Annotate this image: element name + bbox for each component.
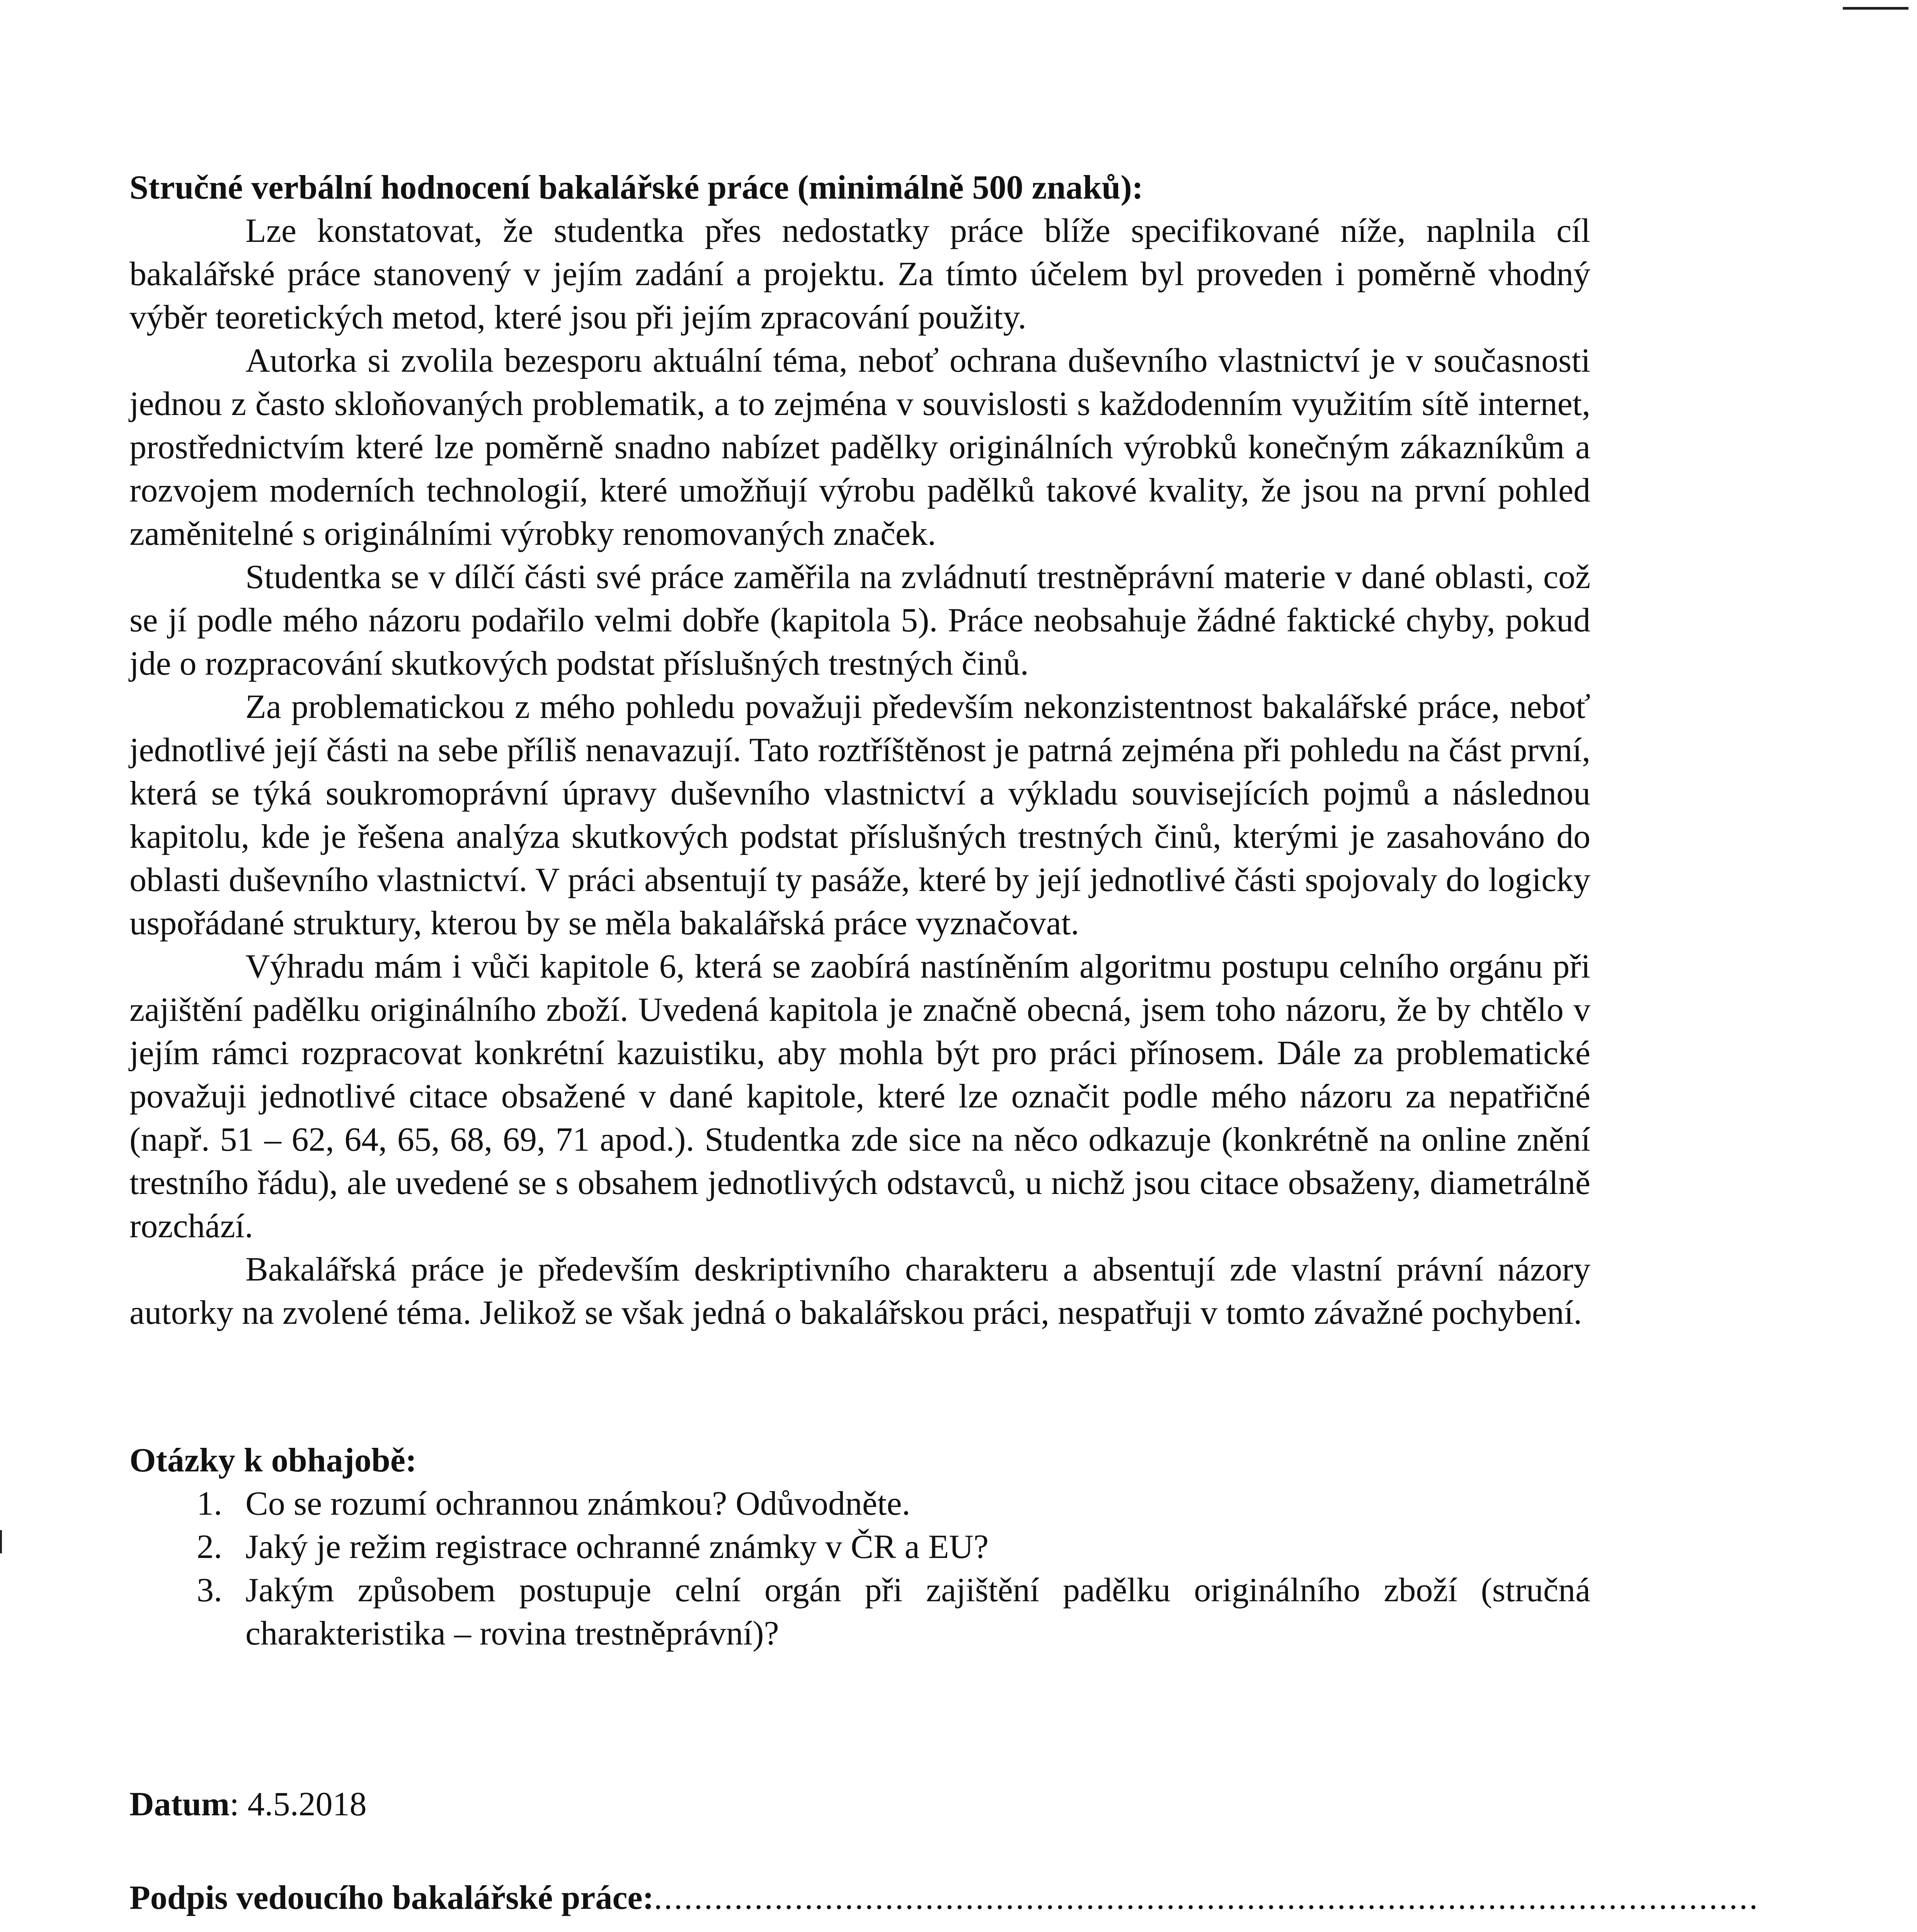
question-item <box>129 1526 1590 1569</box>
question-text: Co se rozumí ochrannou známkou? Odůvodněte. <box>245 1485 911 1522</box>
question-text: Jakým způsobem postupuje celní orgán při zajištění padělku originálního zboží (stručná charakteristika – rovina trestněprávní)? <box>245 1571 1590 1652</box>
date-line <box>129 1783 1590 1826</box>
question-item <box>129 1482 1590 1526</box>
question-number: 2. <box>197 1528 222 1566</box>
signature-label: Podpis vedoucího bakalářské práce: <box>129 1879 654 1917</box>
defense-questions-list <box>129 1482 1590 1655</box>
defense-questions-heading: Otázky k obhajobě: <box>129 1442 417 1479</box>
question-number: 1. <box>197 1485 222 1522</box>
assessment-paragraph: Autorka si zvolila bezesporu aktuální téma, neboť ochrana duševního vlastnictví je v současnosti jednou z často skloňovaných problematik, a to zejména v souvislosti s každodenním využitím sítě internet, prostřednictvím které lze poměrně snadno nabízet padělky originálních výrobků konečným zákazníkům a rozvojem moderních technologií, které umožňují výrobu padělků takové kvality, že jsou na první pohled zaměnitelné s originálními výrobky renomovaných značek. <box>129 342 1590 553</box>
question-number: 3. <box>197 1571 222 1609</box>
scan-edge-mark <box>0 1530 2 1553</box>
signature-line <box>129 1876 1759 1920</box>
question-text: Jaký je režim registrace ochranné známky v ČR a EU? <box>245 1528 989 1566</box>
assessment-paragraph: Studentka se v dílčí části své práce zaměřila na zvládnutí trestněprávní materie v dané oblasti, což se jí podle mého názoru podařilo velmi dobře (kapitola 5). Práce neobsahuje žádné faktické chyby, pokud jde o rozpracování skutkových podstat příslušných trestných činů. <box>129 558 1590 682</box>
date-label: Datum <box>129 1786 230 1823</box>
assessment-paragraph: Za problematickou z mého pohledu považuji především nekonzistentnost bakalářské práce, neboť jednotlivé její části na sebe příliš nenavazují. Tato roztříštěnost je patrná zejména při pohledu na část první, která se týká soukromoprávní úpravy duševního vlastnictví a výkladu souvisejících pojmů a následnou kapitolu, kde je řešena analýza skutkových podstat příslušných trestných činů, kterými je zasahováno do oblasti duševního vlastnictví. V práci absentují ty pasáže, které by její jednotlivé části spojovaly do logicky uspořádané struktury, kterou by se měla bakalářská práce vyznačovat. <box>129 688 1590 942</box>
verbal-assessment-heading: Stručné verbální hodnocení bakalářské práce (minimálně 500 znaků): <box>129 169 1143 206</box>
document-body <box>129 166 1759 1920</box>
question-item <box>129 1569 1590 1655</box>
scan-edge-mark <box>1843 7 1908 10</box>
assessment-paragraph: Výhradu mám i vůči kapitole 6, která se zaobírá nastíněním algoritmu postupu celního orgánu při zajištění padělku originálního zboží. Uvedená kapitola je značně obecná, jsem toho názoru, že by chtělo v jejím rámci rozpracovat konkrétní kazuistiku, aby mohla být pro práci přínosem. Dále za problematické považuji jednotlivé citace obsažené v dané kapitole, které lze označit podle mého názoru za nepatřičné (např. 51 – 62, 64, 65, 68, 69, 71 apod.). Studentka zde sice na něco odkazuje (konkrétně na online znění trestního řádu), ale uvedené se s obsahem jednotlivých odstavců, u nichž jsou citace obsaženy, diametrálně rozchází. <box>129 948 1590 1245</box>
date-value: : 4.5.2018 <box>230 1786 367 1823</box>
signature-dots: .............................................................................................................. <box>654 1879 1759 1917</box>
assessment-paragraph: Lze konstatovat, že studentka přes nedostatky práce blíže specifikované níže, naplnila cíl bakalářské práce stanovený v jejím zadání a projektu. Za tímto účelem byl proveden i poměrně vhodný výběr teoretických metod, které jsou při jejím zpracování použity. <box>129 212 1590 336</box>
assessment-paragraph: Bakalářská práce je především deskriptivního charakteru a absentují zde vlastní právní názory autorky na zvolené téma. Jelikož se však jedná o bakalářskou práci, nespatřuji v tomto závažné pochybení. <box>129 1251 1590 1332</box>
